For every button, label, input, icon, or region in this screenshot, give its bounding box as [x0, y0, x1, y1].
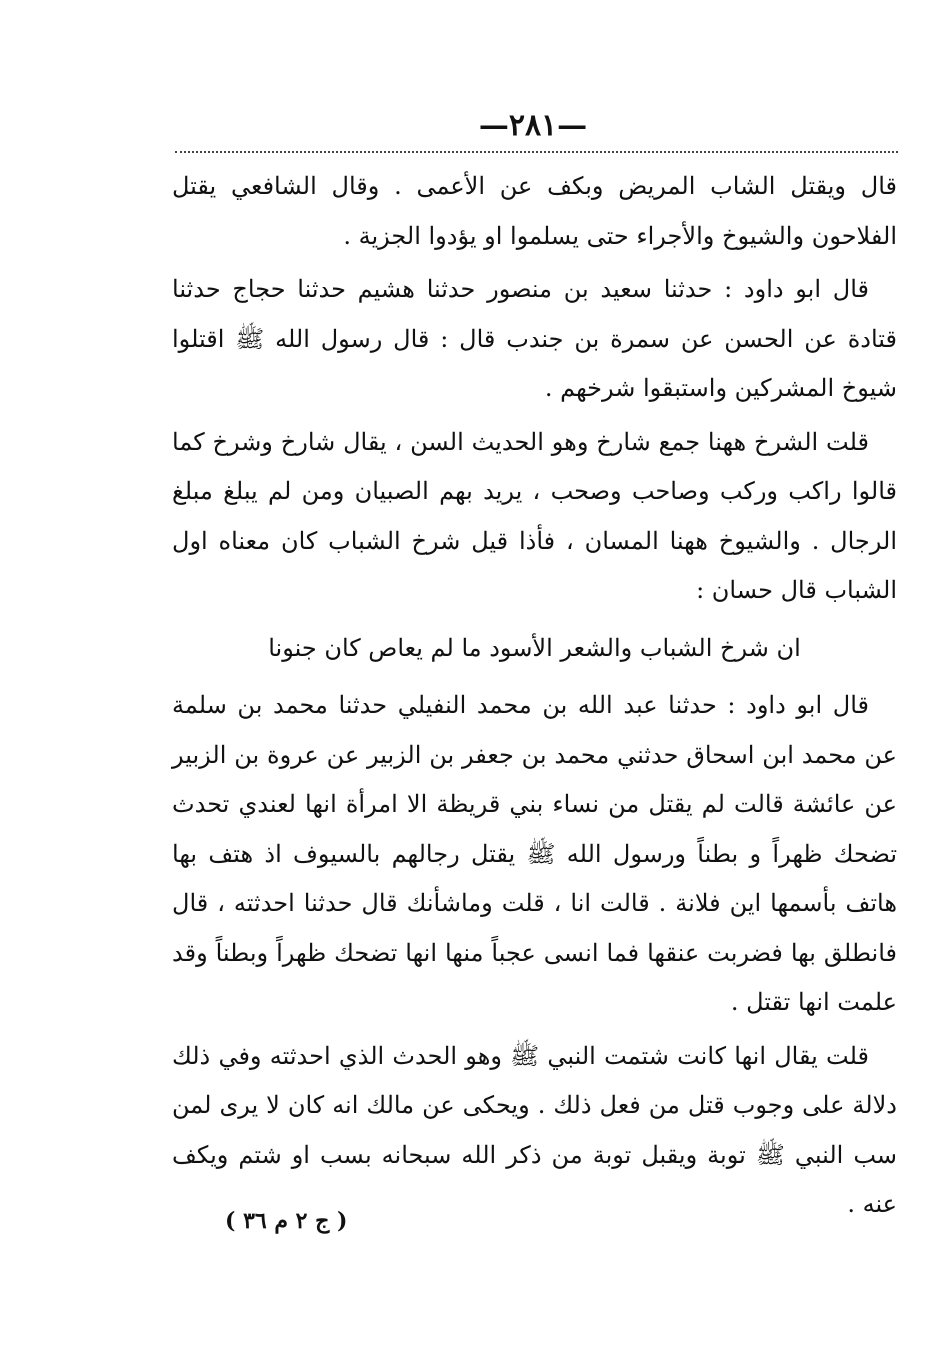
page-number: —٢٨١— — [478, 108, 588, 143]
header-divider — [175, 151, 898, 153]
paragraph-2: قال ابو داود : حدثنا سعيد بن منصور حدثنا هشيم حدثنا حجاج حدثنا قتادة عن الحسن عن سمرة بن جندب قال : قال رسول الله ﷺ اقتلوا شيوخ المشركين واستبقوا شرخهم . — [172, 275, 897, 402]
paragraph-5: قلت يقال انها كانت شتمت النبي ﷺ وهو الحدث الذي احدثته وفي ذلك دلالة على وجوب قتل من فعل ذلك . ويحكى عن مالك انه كان لا يرى لمن سب النبي ﷺ توبة ويقبل توبة من ذكر الله سبحانه بسب او شتم ويكف عنه . — [172, 1041, 897, 1218]
signature-mark: ( ج ٢ م ٣٦ ) — [225, 1208, 348, 1234]
body-text — [172, 162, 897, 1234]
paragraph-4: قال ابو داود : حدثنا عبد الله بن محمد النفيلي حدثنا محمد بن سلمة عن محمد ابن اسحاق حدثني محمد بن جعفر بن الزبير عن عروة بن الزبير عن عائشة قالت لم يقتل من نساء بني قريظة الا امرأة انها لعندي تحدث تضحك ظهراً و بطناً ورسول الله ﷺ يقتل رجالهم بالسيوف اذ هتف بها هاتف بأسمها اين فلانة . قالت انا ، قلت وماشأنك قال حدثنا احدثته ، قال فانطلق بها فضربت عنقها فما انسى عجباً منها انها تضحك ظهراً وبطناً وقد علمت انها تقتل . — [172, 691, 897, 1016]
poem-verse: ان شرخ الشباب والشعر الأسود ما لم يعاص كان جنونا — [268, 633, 801, 662]
paragraph-3: قلت الشرخ ههنا جمع شارخ وهو الحديث السن ، يقال شارخ وشرخ كما قالوا راكب وركب وصاحب وصحب ، يريد بهم الصبيان ومن لم يبلغ مبلغ الرجال . والشيوخ ههنا المسان ، فأذا قيل شرخ الشباب كان معناه اول الشباب قال حسان : — [172, 427, 897, 604]
paragraph-1: قال ويقتل الشاب المريض وبكف عن الأعمى . وقال الشافعي يقتل الفلاحون والشيوخ والأجراء حتى يسلموا او يؤدوا الجزية . — [172, 172, 897, 250]
